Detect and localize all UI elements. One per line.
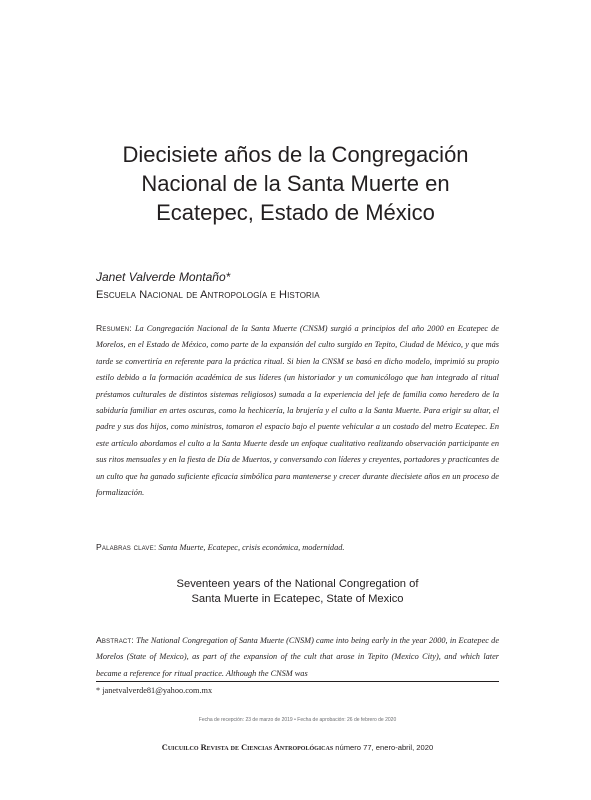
journal-name: Cuicuilco Revista de Ciencias Antropológicas [161,743,334,752]
journal-issue: número 77, enero-abril, 2020 [335,743,434,752]
english-title-line: Seventeen years of the National Congregation of [176,578,419,590]
journal-footer [96,742,499,754]
footnote-divider [96,681,499,682]
publication-dates [96,716,499,724]
keywords [96,540,499,555]
english-title [96,577,499,607]
author-email-footnote: * janetvalverde81@yahoo.com.mx [96,686,213,695]
keywords-label: Palabras clave: [96,542,157,552]
received-date: Fecha de recepción: 23 de marzo de 2019 [198,717,293,723]
author-affiliation: Escuela Nacional de Antropología e Historia [96,289,320,301]
approved-date: Fecha de aprobación: 26 de febrero de 2020 [297,717,397,723]
title-line: Nacional de la Santa Muerte en [141,171,450,196]
keywords-text: Santa Muerte, Ecatepec, crisis económica, modernidad. [158,543,345,552]
title-line: Ecatepec, Estado de México [156,200,435,225]
abstract-label: Resumen: [96,323,132,333]
abstract-en-label: Abstract: [96,635,134,645]
abstract-spanish [96,320,499,501]
date-separator: • [294,717,296,723]
author-name: Janet Valverde Montaño* [96,270,231,284]
abstract-english [96,632,499,682]
article-title [70,140,521,227]
title-line: Diecisiete años de la Congregación [122,142,469,167]
abstract-text: La Congregación Nacional de la Santa Muerte (CNSM) surgió a principios del año 2000 en Ecatepec de Morelos, en el Estado de México, como parte de la expansión del culto surgido en Tepito, Ciudad de México, y que más tarde se convertiría en referente para la práctica ritual. Si bien la CNSM se basó en dicho modelo, imprimió su propio estilo debido a la formación académica de sus líderes (un historiador y un comunicólogo que han integrado al ritual préstamos culturales de distintos sistemas religiosos) sumada a la experiencia del jefe de familia como heredero de la sabiduría familiar en artes oscuras, como la hechicería, la brujería y el culto a la Santa Muerte. Para erigir su altar, el padre y sus dos hijos, como ministros, tomaron el espacio bajo el puente vehicular a un costado del metro Ecatepec. En este artículo abordamos el culto a la Santa Muerte desde un enfoque cualitativo realizando observación participante en sus ritos mensuales y en la fiesta de Día de Muertos, y conversando con líderes y creyentes, portadores y practicantes de un culto que ha ganado suficiente eficacia simbólica para mantenerse y crecer durante diecisiete años en un proceso de formalización. [96,324,499,498]
english-title-line: Santa Muerte in Ecatepec, State of Mexico [191,593,404,605]
abstract-en-text: The National Congregation of Santa Muerte (CNSM) came into being early in the year 2000, in Ecatepec de Morelos (State of Mexico), as part of the expansion of the cult that arose in Tepito (Mexico City), and which later became a reference for ritual practice. Although the CNSM was [96,636,499,678]
